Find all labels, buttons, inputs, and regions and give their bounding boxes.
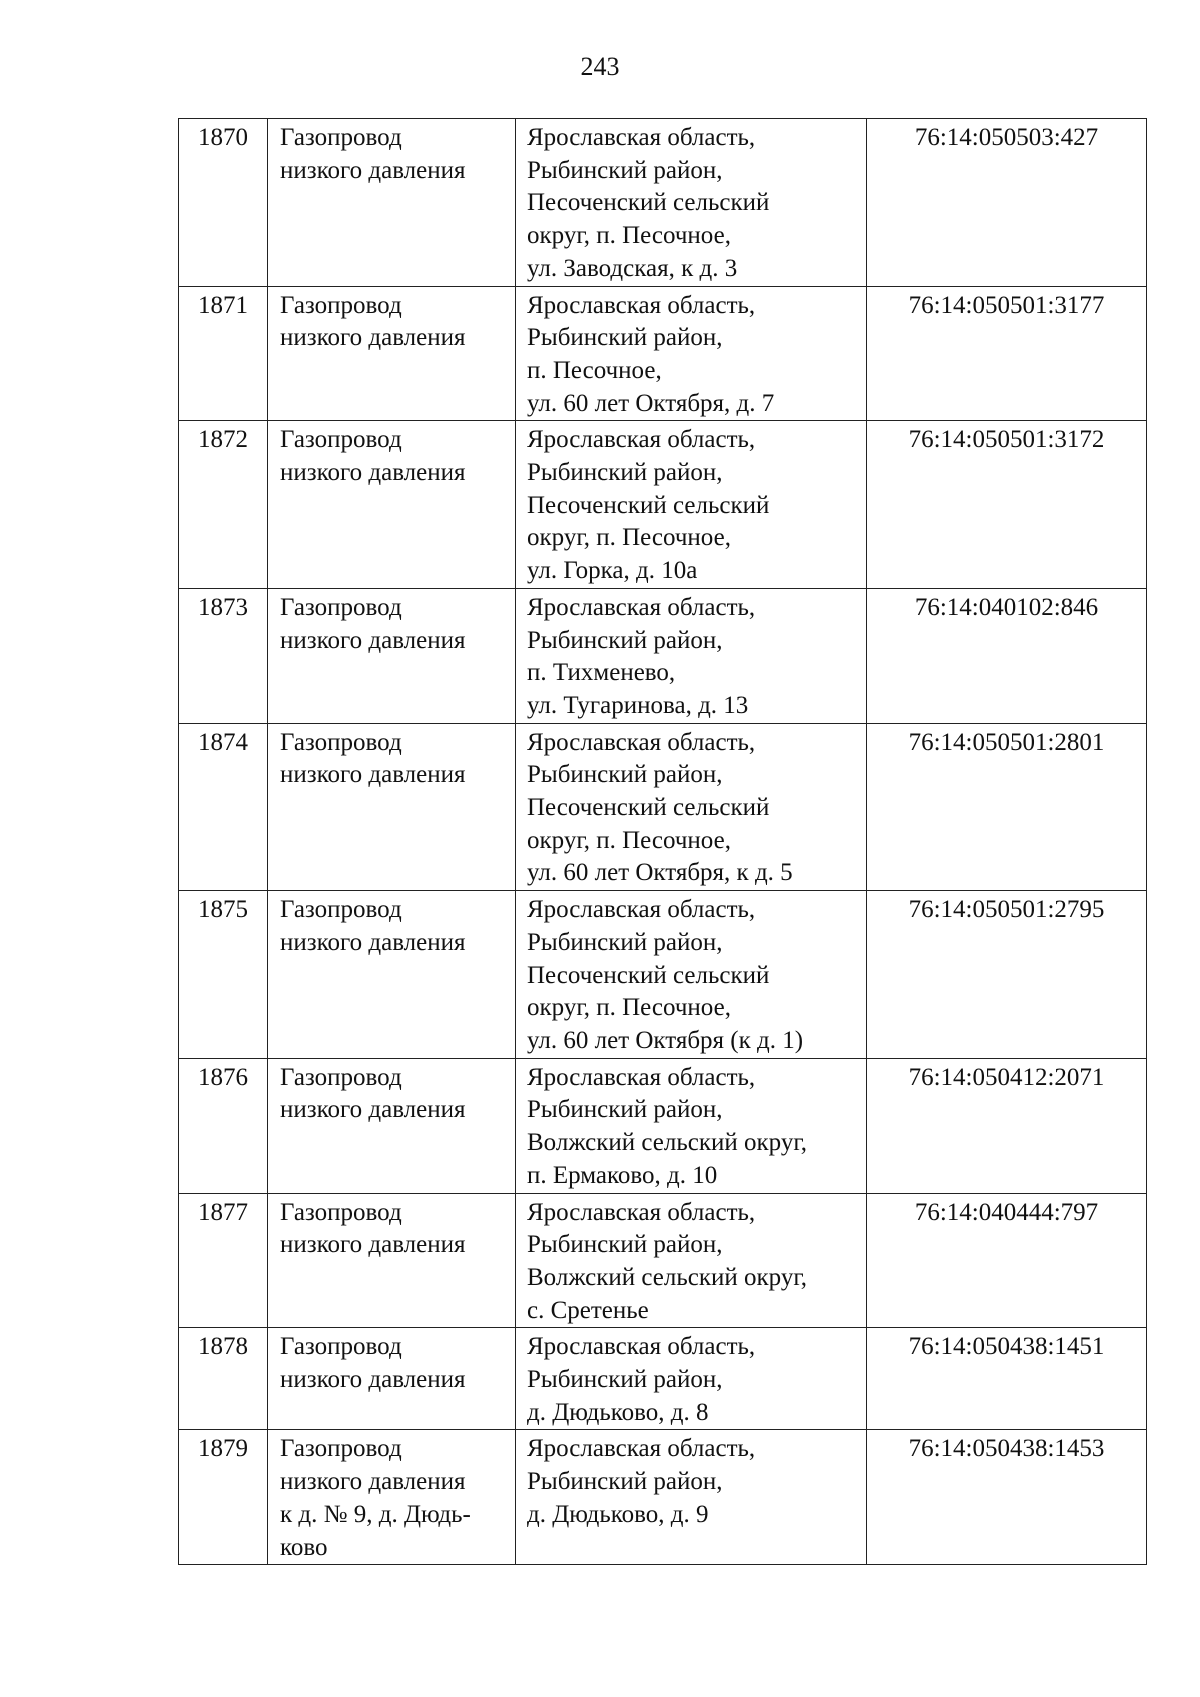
object-name-line: низкого давления: [280, 156, 466, 184]
address-cell: [516, 1058, 867, 1193]
table-row: [179, 1328, 1147, 1430]
cadastral-number-cell: 76:14:050438:1453: [867, 1430, 1147, 1565]
object-name-line: Газопровод: [280, 728, 402, 756]
address-line: Волжский сельский округ,: [527, 1263, 808, 1291]
object-name-line: низкого давления: [280, 459, 466, 487]
page-number: 243: [580, 52, 620, 81]
address-cell: [516, 119, 867, 287]
object-name-cell: [268, 1430, 516, 1565]
object-name-line: Газопровод: [280, 426, 402, 454]
address-line: Рыбинский район,: [527, 1096, 723, 1124]
address-line: ул. 60 лет Октября (к д. 1): [527, 1026, 804, 1054]
registry-table-body: [179, 119, 1147, 1565]
address-line: Рыбинский район,: [527, 1231, 723, 1259]
object-name-cell: [268, 1058, 516, 1193]
object-name-line: низкого давления: [280, 324, 466, 352]
address-line: п. Ермаково, д. 10: [527, 1161, 718, 1189]
address-line: Рыбинский район,: [527, 928, 723, 956]
cadastral-number-cell: 76:14:050501:2801: [867, 723, 1147, 891]
object-name-line: низкого давления: [280, 761, 466, 789]
object-name-line: низкого давления: [280, 1231, 466, 1259]
object-name-cell: [268, 1193, 516, 1328]
address-line: Ярославская область,: [527, 124, 756, 151]
address-cell: [516, 1430, 867, 1565]
object-name-line: низкого давления: [280, 1468, 466, 1496]
address-cell: [516, 588, 867, 723]
address-line: Рыбинский район,: [527, 1468, 723, 1496]
object-name-line: низкого давления: [280, 626, 466, 654]
address-line: ул. Тугаринова, д. 13: [527, 691, 749, 719]
table-row: [179, 286, 1147, 421]
row-number-cell: 1878: [179, 1328, 268, 1430]
address-cell: [516, 286, 867, 421]
address-line: Ярославская область,: [527, 593, 756, 621]
address-line: Рыбинский район,: [527, 1366, 723, 1394]
gas-pipeline-registry-table: [178, 118, 1147, 1565]
object-name-line: к д. № 9, д. Дюдь-: [280, 1500, 471, 1528]
address-line: Ярославская область,: [527, 1198, 756, 1226]
address-cell: [516, 723, 867, 891]
object-name-cell: [268, 1328, 516, 1430]
table-row: [179, 1058, 1147, 1193]
address-line: п. Тихменево,: [527, 659, 676, 687]
object-name-line: низкого давления: [280, 928, 466, 956]
address-line: ул. Горка, д. 10а: [527, 557, 698, 585]
address-line: Рыбинский район,: [527, 626, 723, 654]
address-line: ул. 60 лет Октября, д. 7: [527, 389, 775, 417]
address-line: Песоченский сельский: [527, 961, 770, 989]
address-line: Ярославская область,: [527, 291, 756, 319]
object-name-line: Газопровод: [280, 1063, 402, 1091]
address-line: Песоченский сельский: [527, 491, 770, 519]
cadastral-number-cell: 76:14:050438:1451: [867, 1328, 1147, 1430]
address-cell: [516, 1328, 867, 1430]
row-number-cell: 1874: [179, 723, 268, 891]
address-line: Рыбинский район,: [527, 459, 723, 487]
address-line: Ярославская область,: [527, 1063, 756, 1091]
address-line: Песоченский сельский: [527, 189, 770, 217]
object-name-line: низкого давления: [280, 1366, 466, 1394]
object-name-line: Газопровод: [280, 896, 402, 924]
address-line: ул. 60 лет Октября, к д. 5: [527, 859, 793, 887]
address-line: Ярославская область,: [527, 1435, 756, 1463]
object-name-line: Газопровод: [280, 291, 402, 319]
table-row: [179, 421, 1147, 589]
object-name-cell: [268, 723, 516, 891]
row-number-cell: 1870: [179, 119, 268, 287]
row-number-cell: 1875: [179, 891, 268, 1059]
address-line: ул. Заводская, к д. 3: [527, 254, 738, 282]
address-line: Рыбинский район,: [527, 324, 723, 352]
object-name-cell: [268, 891, 516, 1059]
address-line: округ, п. Песочное,: [527, 524, 731, 552]
object-name-line: Газопровод: [280, 1435, 402, 1463]
cadastral-number-cell: 76:14:050501:3172: [867, 421, 1147, 589]
address-cell: [516, 421, 867, 589]
address-line: Ярославская область,: [527, 426, 756, 454]
object-name-line: Газопровод: [280, 1333, 402, 1361]
address-line: Песоченский сельский: [527, 794, 770, 822]
table-row: [179, 723, 1147, 891]
table-row: [179, 588, 1147, 723]
object-name-line: ково: [280, 1533, 328, 1561]
object-name-line: низкого давления: [280, 1096, 466, 1124]
address-line: Рыбинский район,: [527, 156, 723, 184]
cadastral-number-cell: 76:14:050501:2795: [867, 891, 1147, 1059]
row-number-cell: 1873: [179, 588, 268, 723]
cadastral-number-cell: 76:14:050412:2071: [867, 1058, 1147, 1193]
table-row: [179, 1430, 1147, 1565]
object-name-line: Газопровод: [280, 593, 402, 621]
address-cell: [516, 1193, 867, 1328]
object-name-line: Газопровод: [280, 1198, 402, 1226]
row-number-cell: 1872: [179, 421, 268, 589]
address-line: округ, п. Песочное,: [527, 826, 731, 854]
row-number-cell: 1871: [179, 286, 268, 421]
object-name-cell: [268, 119, 516, 287]
object-name-cell: [268, 588, 516, 723]
address-line: с. Сретенье: [527, 1296, 649, 1324]
row-number-cell: 1879: [179, 1430, 268, 1565]
address-line: Волжский сельский округ,: [527, 1129, 808, 1157]
object-name-line: Газопровод: [280, 124, 402, 151]
cadastral-number-cell: 76:14:050503:427: [867, 119, 1147, 287]
cadastral-number-cell: 76:14:040444:797: [867, 1193, 1147, 1328]
address-line: Ярославская область,: [527, 1333, 756, 1361]
row-number-cell: 1876: [179, 1058, 268, 1193]
table-row: [179, 1193, 1147, 1328]
address-cell: [516, 891, 867, 1059]
address-line: округ, п. Песочное,: [527, 994, 731, 1022]
address-line: Ярославская область,: [527, 728, 756, 756]
table-row: [179, 891, 1147, 1059]
address-line: Рыбинский район,: [527, 761, 723, 789]
object-name-cell: [268, 421, 516, 589]
row-number-cell: 1877: [179, 1193, 268, 1328]
cadastral-number-cell: 76:14:040102:846: [867, 588, 1147, 723]
address-line: Ярославская область,: [527, 896, 756, 924]
cadastral-number-cell: 76:14:050501:3177: [867, 286, 1147, 421]
address-line: округ, п. Песочное,: [527, 222, 731, 250]
table-row: [179, 119, 1147, 287]
address-line: д. Дюдьково, д. 8: [527, 1398, 709, 1426]
object-name-cell: [268, 286, 516, 421]
address-line: д. Дюдьково, д. 9: [527, 1500, 709, 1528]
address-line: п. Песочное,: [527, 356, 662, 384]
